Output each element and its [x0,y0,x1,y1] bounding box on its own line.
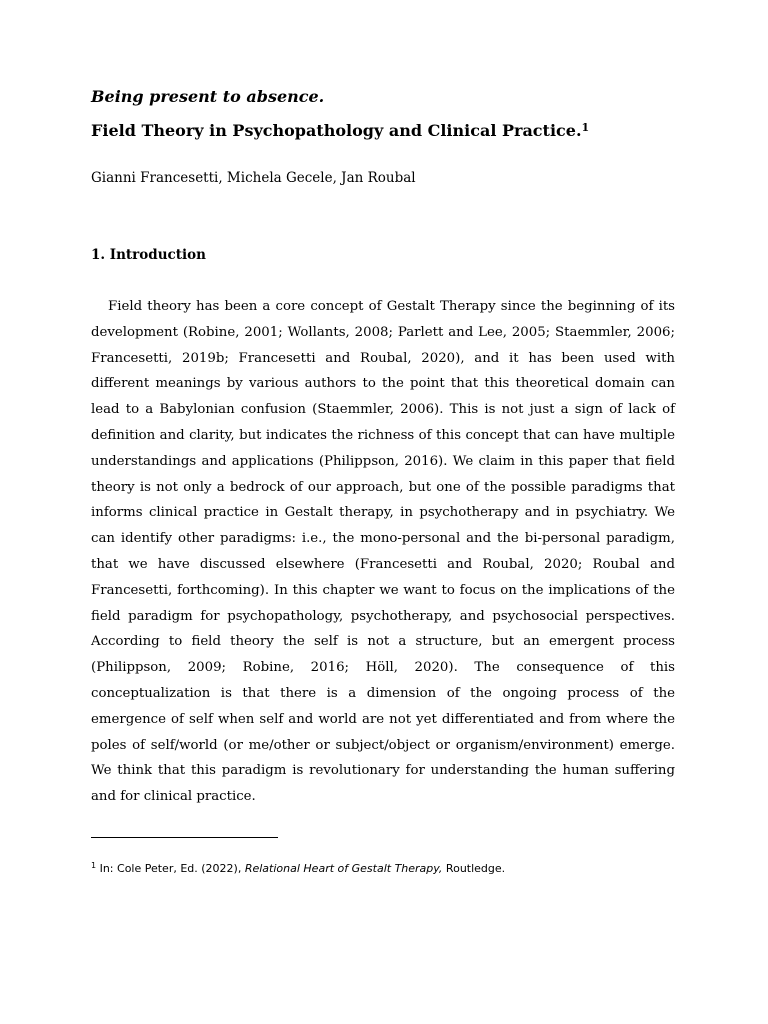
title-footnote-mark: 1 [581,121,590,134]
document-subtitle: Being present to absence. [91,87,325,106]
body-paragraph: Field theory has been a core concept of Gestalt Therapy since the beginning of its development (Robine, 2001; Wollants, 2008; Parlett and Lee, 2005; Staemmler, 2006; Francesetti, 2019b; Francesetti and Roubal, 2020), and it has been used with different meanings by various authors to the point that this theoretical domain can lead to a Babylonian confusion (Staemmler, 2006). This is not just a sign of lack of definition and clarity, but indicates the richness of this concept that can have multiple understandings and applications (Philippson, 2016). We claim in this paper that field theory is not only a bedrock of our approach, but one of the possible paradigms that informs clinical practice in Gestalt therapy, in psychotherapy and in psychiatry. We can identify other paradigms: i.e., the mono-personal and the bi-personal paradigm, that we have discussed elsewhere (Francesetti and Roubal, 2020; Roubal and Francesetti, forthcoming). In this chapter we want to focus on the implications of the field paradigm for psychopathology, psychotherapy, and psychosocial perspectives. According to field theory the self is not a structure, but an emergent process (Philippson, 2009; Robine, 2016; Höll, 2020). The consequence of this conceptualization is that there is a dimension of the ongoing process of the emergence of self when self and world are not yet differentiated and from where the poles of self/world (or me/other or subject/object or organism/environment) emerge. We think that this paradigm is revolutionary for understanding the human suffering and for clinical practice. [91,299,675,805]
footnote-suffix: Routledge. [442,862,506,875]
section-heading: 1. Introduction [91,247,206,263]
footnote-divider [91,837,278,838]
document-page [91,86,675,810]
authors: Gianni Francesetti, Michela Gecele, Jan Roubal [91,170,416,186]
document-title-text: Field Theory in Psychopathology and Clinical Practice. [91,121,582,140]
footnote-book-title: Relational Heart of Gestalt Therapy, [244,862,443,875]
document-title [91,117,675,142]
footnote-prefix: In: Cole Peter, Ed. (2022), [96,862,245,875]
footnote [91,858,675,877]
footnote-mark: 1 [91,861,97,870]
